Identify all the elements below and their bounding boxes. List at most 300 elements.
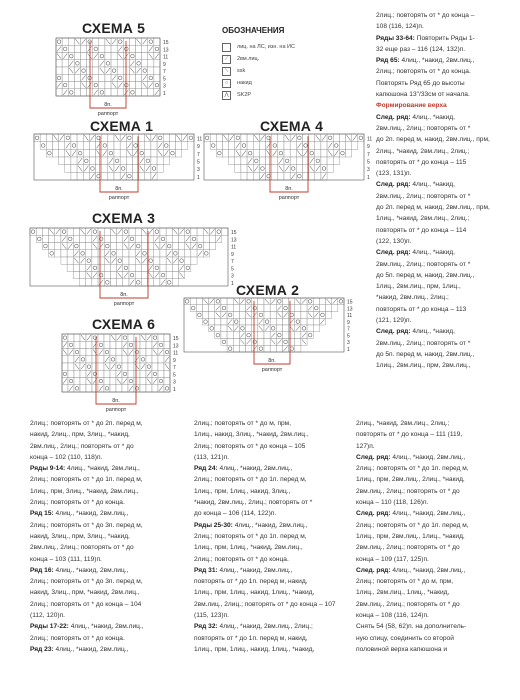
- chart-cell: [247, 172, 253, 180]
- chart-cell: [270, 312, 276, 319]
- chart-cell: [241, 142, 247, 150]
- instruction-text: 4лиц., *накид, 2вм.лиц.,: [390, 566, 466, 574]
- instruction-text: 4лиц., *накид, 2вм.лиц.,: [232, 521, 308, 529]
- chart-cell: [241, 157, 247, 165]
- chart-cell: [272, 157, 278, 165]
- text-line: [376, 168, 518, 179]
- instruction-text: 2лиц.; повторять от * до м, прм,: [194, 420, 292, 427]
- chart-cell: [264, 312, 270, 319]
- chart-cell: [74, 370, 80, 377]
- chart-cell: [135, 235, 141, 242]
- chart-cell: [289, 332, 295, 339]
- chart-cell: [296, 165, 302, 173]
- schema-2-chart: [184, 298, 356, 373]
- instruction-text: (113, 121)п.: [194, 453, 229, 461]
- chart-cell: [128, 370, 134, 377]
- instruction-text: накид, 2лиц., прм, 3лиц., *накид,: [30, 431, 130, 439]
- instruction-text: повторять от * до конца – 114: [376, 226, 467, 234]
- row-label: Ряд 65:: [376, 57, 400, 65]
- text-line: [356, 644, 518, 655]
- chart-cell: [92, 279, 98, 286]
- chart-cell: [104, 279, 110, 286]
- chart-cell: [111, 67, 117, 74]
- chart-cell: [135, 272, 141, 279]
- row-number: 7: [173, 365, 176, 372]
- instruction-text: 108 (116, 124)п.: [376, 23, 424, 31]
- chart-cell: [122, 370, 128, 377]
- instruction-text: 2вм.лиц., 2лиц.; повторять от *: [376, 192, 471, 200]
- chart-cell: [136, 60, 142, 67]
- schema-4-title: СХЕМА 4: [260, 118, 324, 134]
- chart-cell: [282, 298, 288, 305]
- chart-cell: [148, 250, 154, 257]
- chart-cell: [67, 264, 73, 271]
- legend-title: ОБОЗНАЧЕНИЯ: [222, 26, 285, 35]
- chart-cell: [152, 363, 158, 370]
- chart-cell: [164, 334, 170, 341]
- instruction-text: повторять от * до 1п. перед м, накид,: [194, 578, 308, 586]
- text-line: [30, 554, 192, 565]
- chart-cell: [154, 74, 160, 81]
- chart-cell: [123, 250, 129, 257]
- text-line: [194, 644, 354, 655]
- repeat-label: раппорт: [97, 111, 119, 117]
- chart-cell: [247, 134, 253, 142]
- chart-cell: [89, 157, 95, 165]
- chart-cell: [154, 264, 160, 271]
- chart-cell: [104, 272, 110, 279]
- instruction-text: 2лиц.; повторять от * до 1п. перед м,: [356, 465, 469, 473]
- chart-cell: [202, 318, 208, 325]
- text-line: [376, 100, 518, 111]
- text-line: [30, 452, 192, 463]
- row-number: 5: [163, 76, 166, 83]
- chart-cell: [326, 305, 332, 312]
- chart-cell: [42, 235, 48, 242]
- chart-cell: [142, 89, 148, 96]
- chart-cell: [235, 165, 241, 173]
- legend-item: [222, 41, 362, 53]
- chart-cell: [86, 363, 92, 370]
- chart-cell: [333, 142, 339, 150]
- chart-cell: [284, 172, 290, 180]
- chart-cell: [98, 228, 104, 235]
- schema-6-chart: [62, 334, 190, 412]
- row-number: 11: [163, 54, 169, 61]
- chart-cell: [68, 334, 74, 341]
- chart-cell: [160, 257, 166, 264]
- chart-cell: [301, 305, 307, 312]
- instruction-text: до 2п. перед м, накид, 2вм.лиц., прм,: [376, 204, 490, 212]
- chart-cell: [346, 142, 352, 150]
- chart-cell: [65, 165, 71, 173]
- chart-cell: [145, 172, 151, 180]
- chart-cell: [282, 339, 288, 346]
- text-line: [376, 236, 518, 247]
- chart-cell: [278, 149, 284, 157]
- chart-cell: [68, 45, 74, 52]
- chart-cell: [221, 325, 227, 332]
- instruction-text: 4лиц., *накид, 2вм.лиц.,: [53, 566, 129, 574]
- row-number: 9: [197, 144, 200, 151]
- chart-cell: [239, 345, 245, 352]
- chart-cell: [99, 89, 105, 96]
- chart-cell: [99, 38, 105, 45]
- chart-cell: [80, 250, 86, 257]
- chart-cell: [315, 157, 321, 165]
- schema-3-chart: [30, 228, 240, 306]
- chart-cell: [110, 349, 116, 356]
- text-line: [30, 610, 192, 621]
- chart-cell: [104, 228, 110, 235]
- legend-label: 2вм.лиц.: [237, 56, 260, 62]
- instruction-text: до конца – 106 (114, 122)п.: [194, 510, 277, 518]
- chart-cell: [67, 257, 73, 264]
- row-number: 1: [231, 280, 234, 287]
- chart-cell: [55, 250, 61, 257]
- chart-cell: [108, 149, 114, 157]
- legend-label: ssk: [237, 68, 246, 74]
- chart-cell: [139, 142, 145, 150]
- instruction-text: *накид, 2вм.лиц., 2лиц.;: [376, 294, 449, 302]
- chart-cell: [158, 356, 164, 363]
- chart-cell: [191, 235, 197, 242]
- chart-cell: [134, 341, 140, 348]
- instruction-text: 4лиц., *накид, 2вм.лиц.,: [65, 465, 140, 473]
- text-line: [30, 542, 192, 553]
- chart-cell: [151, 149, 157, 157]
- chart-cell: [98, 363, 104, 370]
- chart-cell: [140, 341, 146, 348]
- chart-cell: [148, 279, 154, 286]
- chart-cell: [129, 38, 135, 45]
- chart-cell: [270, 345, 276, 352]
- chart-cell: [209, 312, 215, 319]
- chart-cell: [110, 385, 116, 392]
- chart-cell: [80, 370, 86, 377]
- chart-cell: [110, 272, 116, 279]
- chart-cell: [80, 341, 86, 348]
- chart-cell: [258, 298, 264, 305]
- chart-cell: [221, 305, 227, 312]
- chart-cell: [74, 53, 80, 60]
- chart-cell: [40, 134, 46, 142]
- chart-cell: [116, 349, 122, 356]
- chart-cell: [114, 157, 120, 165]
- repeat-label: раппорт: [261, 367, 283, 373]
- row-number: 5: [173, 372, 176, 379]
- chart-cell: [346, 149, 352, 157]
- chart-cell: [163, 157, 169, 165]
- chart-cell: [117, 60, 123, 67]
- chart-cell: [129, 45, 135, 52]
- chart-cell: [89, 149, 95, 157]
- chart-cell: [313, 318, 319, 325]
- chart-cell: [197, 235, 203, 242]
- chart-cell: [120, 165, 126, 173]
- chart-cell: [282, 325, 288, 332]
- chart-cell: [151, 142, 157, 150]
- chart-cell: [296, 134, 302, 142]
- text-line: [376, 21, 518, 32]
- chart-cell: [352, 142, 358, 150]
- chart-cell: [110, 250, 116, 257]
- text-column-1: [30, 418, 192, 655]
- chart-cell: [191, 228, 197, 235]
- text-line: [30, 520, 192, 531]
- chart-cell: [111, 60, 117, 67]
- instruction-text: 2лиц.; повторять от * до 1п. перед м,: [194, 532, 307, 540]
- chart-cell: [36, 235, 42, 242]
- chart-cell: [185, 264, 191, 271]
- chart-cell: [321, 149, 327, 157]
- instruction-text: 2лиц.; повторять от * до конца –: [376, 12, 475, 19]
- legend-symbol-icon: ⟍: [222, 67, 231, 76]
- text-line: [376, 10, 518, 21]
- chart-cell: [120, 142, 126, 150]
- chart-cell: [128, 363, 134, 370]
- chart-cell: [68, 38, 74, 45]
- row-number: 7: [197, 151, 200, 158]
- chart-cell: [164, 349, 170, 356]
- text-line: [356, 542, 518, 553]
- chart-cell: [142, 53, 148, 60]
- chart-cell: [140, 356, 146, 363]
- row-number: 1: [173, 386, 176, 393]
- row-number: 3: [347, 340, 350, 347]
- instruction-text: 2вм.лиц., 2лиц.; повторять от * до: [356, 487, 460, 495]
- schema-6-title: СХЕМА 6: [92, 316, 156, 332]
- chart-cell: [284, 149, 290, 157]
- chart-cell: [102, 172, 108, 180]
- chart-cell: [154, 45, 160, 52]
- text-line: [356, 576, 518, 587]
- chart-cell: [71, 142, 77, 150]
- chart-cell: [203, 250, 209, 257]
- chart-cell: [120, 149, 126, 157]
- text-line: [30, 576, 192, 587]
- chart-cell: [110, 243, 116, 250]
- chart-cell: [40, 142, 46, 150]
- chart-cell: [289, 305, 295, 312]
- chart-cell: [246, 332, 252, 339]
- chart-cell: [30, 228, 36, 235]
- section-heading: Формирование верха: [376, 102, 447, 110]
- chart-cell: [326, 312, 332, 319]
- row-number: 7: [163, 69, 166, 76]
- chart-cell: [129, 235, 135, 242]
- chart-cell: [154, 279, 160, 286]
- chart-cell: [114, 172, 120, 180]
- instruction-text: до 5п. перед м, накид, 2вм.лиц.,: [376, 271, 475, 279]
- instruction-text: повторять от * до 1п. перед м, накид,: [194, 634, 308, 642]
- chart-cell: [176, 142, 182, 150]
- instruction-text: конца – 108 (116, 124)п.: [356, 612, 429, 620]
- text-line: [30, 599, 192, 610]
- chart-cell: [252, 332, 258, 339]
- chart-cell: [290, 149, 296, 157]
- chart-cell: [184, 298, 190, 305]
- chart-cell: [104, 243, 110, 250]
- row-label: Ряды 17-22:: [30, 623, 69, 631]
- text-line: [194, 542, 354, 553]
- chart-cell: [105, 74, 111, 81]
- chart-cell: [104, 264, 110, 271]
- chart-cell: [98, 378, 104, 385]
- chart-cell: [166, 228, 172, 235]
- instruction-text: 32 еще раз – 116 (124, 132)п.: [376, 45, 466, 53]
- row-number: 15: [231, 230, 237, 237]
- chart-cell: [80, 272, 86, 279]
- chart-cell: [233, 305, 239, 312]
- chart-cell: [102, 157, 108, 165]
- chart-cell: [129, 74, 135, 81]
- legend-item: [222, 65, 362, 77]
- text-line: [30, 633, 192, 644]
- row-number: 11: [197, 136, 203, 143]
- chart-cell: [129, 257, 135, 264]
- instruction-text: 1лиц., накид, 3лиц., *накид, 2вм.лиц.,: [194, 431, 309, 439]
- row-number: 13: [173, 343, 179, 350]
- chart-cell: [164, 378, 170, 385]
- instruction-text: 1лиц., прм, 1лиц., *накид, 2вм.лиц.,: [194, 544, 303, 552]
- chart-cell: [65, 134, 71, 142]
- text-line: [194, 587, 354, 598]
- chart-cell: [239, 312, 245, 319]
- text-line: [356, 486, 518, 497]
- chart-cell: [185, 257, 191, 264]
- instruction-text: 4лиц., *накид,: [410, 328, 455, 336]
- chart-cell: [104, 334, 110, 341]
- chart-cell: [135, 264, 141, 271]
- text-line: [376, 304, 518, 315]
- chart-cell: [264, 339, 270, 346]
- chart-cell: [253, 142, 259, 150]
- chart-cell: [276, 298, 282, 305]
- chart-cell: [152, 334, 158, 341]
- instruction-text: 1лиц., *накид, 2вм.лиц., 2лиц.;: [376, 215, 470, 223]
- chart-cell: [252, 325, 258, 332]
- row-number: 15: [173, 336, 179, 343]
- row-number: 1: [367, 174, 370, 181]
- instruction-text: конца – 102 (110, 118)п.: [30, 453, 103, 461]
- instruction-text: капюшона 13"/33см от начала.: [376, 91, 470, 99]
- chart-cell: [120, 157, 126, 165]
- chart-cell: [278, 172, 284, 180]
- instruction-text: половиной верха капюшона и: [356, 645, 448, 653]
- chart-cell: [146, 385, 152, 392]
- chart-cell: [134, 334, 140, 341]
- text-line: [376, 225, 518, 236]
- chart-cell: [134, 385, 140, 392]
- repeat-label: раппорт: [105, 407, 127, 413]
- chart-cell: [266, 134, 272, 142]
- instruction-text: 2лиц., *накид, 2вм.лиц., 2лиц.;: [376, 147, 470, 155]
- chart-cell: [296, 172, 302, 180]
- chart-cell: [83, 172, 89, 180]
- chart-cell: [135, 243, 141, 250]
- instruction-text: 2лиц.; повторять от * до 3п. перед м,: [30, 578, 143, 586]
- chart-cell: [42, 228, 48, 235]
- text-line: [194, 565, 354, 576]
- schema-4-chart: [204, 134, 372, 200]
- chart-cell: [202, 305, 208, 312]
- text-line: [30, 486, 192, 497]
- chart-cell: [114, 142, 120, 150]
- chart-cell: [73, 228, 79, 235]
- instruction-text: 1лиц., 2вм.лиц., прм, 1лиц.,: [376, 283, 461, 291]
- chart-cell: [68, 363, 74, 370]
- instruction-text: 1лиц., прм, 2вм.лиц., 2лиц., *накид,: [356, 476, 465, 484]
- text-line: [194, 452, 354, 463]
- chart-cell: [80, 89, 86, 96]
- row-label: След. ряд:: [356, 510, 391, 518]
- text-line: [376, 259, 518, 270]
- chart-cell: [129, 89, 135, 96]
- text-line: [376, 89, 518, 100]
- chart-cell: [98, 341, 104, 348]
- chart-cell: [62, 370, 68, 377]
- chart-cell: [152, 356, 158, 363]
- chart-cell: [128, 378, 134, 385]
- chart-cell: [182, 142, 188, 150]
- chart-cell: [62, 82, 68, 89]
- chart-cell: [73, 272, 79, 279]
- chart-cell: [105, 53, 111, 60]
- chart-cell: [252, 298, 258, 305]
- chart-cell: [104, 378, 110, 385]
- repeat-count-label: 8п.: [285, 186, 293, 192]
- instruction-text: 2лиц.; повторять от * до м, прм,: [356, 578, 454, 586]
- chart-cell: [126, 172, 132, 180]
- chart-cell: [136, 45, 142, 52]
- instruction-text: 1лиц., прм, 3лиц., *накид, 2вм.лиц.,: [30, 487, 139, 495]
- instruction-text: 4лиц., *накид, 2вм.лиц.,: [68, 623, 144, 631]
- text-line: [376, 349, 518, 360]
- chart-cell: [56, 89, 62, 96]
- chart-cell: [154, 60, 160, 67]
- row-label: Ряд 31:: [194, 566, 218, 574]
- chart-cell: [166, 272, 172, 279]
- chart-cell: [74, 82, 80, 89]
- chart-cell: [134, 370, 140, 377]
- row-number: 3: [197, 167, 200, 174]
- chart-cell: [176, 149, 182, 157]
- chart-cell: [247, 142, 253, 150]
- chart-cell: [135, 279, 141, 286]
- text-line: [356, 497, 518, 508]
- chart-cell: [315, 172, 321, 180]
- instruction-text: 2лиц.; повторять от * до 1п. перед м,: [356, 521, 469, 529]
- chart-cell: [141, 264, 147, 271]
- chart-cell: [290, 142, 296, 150]
- chart-cell: [59, 149, 65, 157]
- chart-cell: [89, 142, 95, 150]
- text-line: [194, 554, 354, 565]
- text-line: [356, 508, 518, 519]
- chart-cell: [98, 264, 104, 271]
- chart-cell: [46, 134, 52, 142]
- text-line: [376, 315, 518, 326]
- chart-cell: [98, 356, 104, 363]
- instruction-text: до 2п. перед м, накид, 2вм.лиц., прм,: [376, 136, 490, 144]
- repeat-count-label: 8п.: [120, 292, 128, 298]
- instruction-text: конца – 109 (117, 125)п.: [356, 555, 429, 563]
- text-line: [376, 281, 518, 292]
- instruction-text: 4лиц., *накид, 2вм.лиц.,: [399, 57, 475, 65]
- instruction-text: 2вм.лиц., 2лиц.; повторять от *: [376, 260, 471, 268]
- text-line: [376, 202, 518, 213]
